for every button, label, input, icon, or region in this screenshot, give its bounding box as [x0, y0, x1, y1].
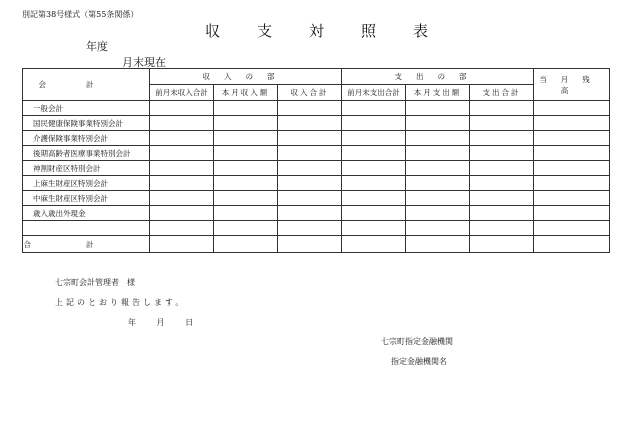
amount-cell[interactable] [278, 116, 342, 131]
report-statement: 上記のとおり報告します。 [55, 298, 187, 307]
addressee: 七宗町会計管理者 様 [55, 278, 135, 287]
row-label [23, 221, 150, 236]
balance-table [22, 68, 610, 253]
amount-cell[interactable] [342, 236, 406, 253]
amount-cell[interactable] [278, 236, 342, 253]
amount-cell[interactable] [406, 191, 470, 206]
amount-cell[interactable] [342, 116, 406, 131]
amount-cell[interactable] [278, 146, 342, 161]
amount-cell[interactable] [406, 146, 470, 161]
amount-cell[interactable] [470, 101, 534, 116]
amount-cell[interactable] [534, 191, 610, 206]
balance-column-header: 当月残高 [534, 69, 610, 101]
row-label: 介護保険事業特別会計 [23, 131, 150, 146]
amount-cell[interactable] [150, 191, 214, 206]
table-row [23, 146, 610, 161]
amount-cell[interactable] [278, 221, 342, 236]
table-row [23, 176, 610, 191]
amount-cell[interactable] [150, 116, 214, 131]
amount-cell[interactable] [342, 146, 406, 161]
expense-this-month-header: 本月支出額 [406, 85, 470, 101]
amount-cell[interactable] [150, 206, 214, 221]
designated-bank: 七宗町指定金融機関 [381, 337, 453, 346]
amount-cell[interactable] [342, 206, 406, 221]
amount-cell[interactable] [470, 161, 534, 176]
amount-cell[interactable] [534, 146, 610, 161]
amount-cell[interactable] [214, 176, 278, 191]
amount-cell[interactable] [406, 116, 470, 131]
amount-cell[interactable] [406, 206, 470, 221]
expense-prev-total-header: 前月末支出合計 [342, 85, 406, 101]
amount-cell[interactable] [278, 206, 342, 221]
amount-cell[interactable] [278, 131, 342, 146]
date-year-label: 年 [128, 318, 136, 327]
amount-cell[interactable] [406, 161, 470, 176]
amount-cell[interactable] [470, 206, 534, 221]
amount-cell[interactable] [406, 221, 470, 236]
amount-cell[interactable] [342, 131, 406, 146]
amount-cell[interactable] [406, 236, 470, 253]
row-label: 上麻生財産区特別会計 [23, 176, 150, 191]
amount-cell[interactable] [150, 161, 214, 176]
amount-cell[interactable] [214, 101, 278, 116]
amount-cell[interactable] [470, 131, 534, 146]
row-label: 神割財産区特別会計 [23, 161, 150, 176]
fiscal-year-label: 年度 [86, 40, 108, 53]
total-label: 合計 [23, 236, 150, 253]
account-column-header: 会計 [23, 69, 150, 101]
amount-cell[interactable] [342, 221, 406, 236]
amount-cell[interactable] [534, 101, 610, 116]
row-label: 国民健康保険事業特別会計 [23, 116, 150, 131]
amount-cell[interactable] [470, 236, 534, 253]
amount-cell[interactable] [214, 161, 278, 176]
designated-bank-name: 指定金融機関名 [391, 357, 447, 366]
amount-cell[interactable] [278, 191, 342, 206]
row-label: 歳入歳出外現金 [23, 206, 150, 221]
amount-cell[interactable] [278, 161, 342, 176]
table-row [23, 221, 610, 236]
amount-cell[interactable] [150, 101, 214, 116]
amount-cell[interactable] [342, 161, 406, 176]
page-title: 収支対照表 [205, 22, 466, 40]
amount-cell[interactable] [214, 236, 278, 253]
table-row [23, 131, 610, 146]
income-this-month-header: 本月収入額 [214, 85, 278, 101]
row-label: 一般会計 [23, 101, 150, 116]
row-label: 後期高齢者医療事業特別会計 [23, 146, 150, 161]
income-prev-total-header: 前月末収入合計 [150, 85, 214, 101]
total-row [23, 236, 610, 253]
amount-cell[interactable] [534, 236, 610, 253]
amount-cell[interactable] [278, 101, 342, 116]
table-row [23, 101, 610, 116]
amount-cell[interactable] [214, 131, 278, 146]
amount-cell[interactable] [406, 101, 470, 116]
amount-cell[interactable] [470, 191, 534, 206]
amount-cell[interactable] [534, 176, 610, 191]
amount-cell[interactable] [406, 176, 470, 191]
amount-cell[interactable] [342, 101, 406, 116]
report-date [128, 317, 211, 328]
amount-cell[interactable] [534, 161, 610, 176]
income-total-header: 収入合計 [278, 85, 342, 101]
amount-cell[interactable] [342, 191, 406, 206]
amount-cell[interactable] [214, 146, 278, 161]
amount-cell[interactable] [470, 116, 534, 131]
table-row [23, 116, 610, 131]
amount-cell[interactable] [214, 116, 278, 131]
amount-cell[interactable] [150, 131, 214, 146]
amount-cell[interactable] [534, 131, 610, 146]
amount-cell[interactable] [470, 146, 534, 161]
table-row [23, 206, 610, 221]
amount-cell[interactable] [150, 221, 214, 236]
expense-section-header: 支出の部 [342, 69, 534, 85]
row-label: 中麻生財産区特別会計 [23, 191, 150, 206]
amount-cell[interactable] [278, 176, 342, 191]
amount-cell[interactable] [534, 116, 610, 131]
amount-cell[interactable] [214, 221, 278, 236]
amount-cell[interactable] [150, 146, 214, 161]
amount-cell[interactable] [342, 176, 406, 191]
amount-cell[interactable] [150, 236, 214, 253]
amount-cell[interactable] [214, 206, 278, 221]
amount-cell[interactable] [406, 131, 470, 146]
table-row [23, 161, 610, 176]
table-row [23, 191, 610, 206]
amount-cell[interactable] [534, 221, 610, 236]
income-section-header: 収入の部 [150, 69, 342, 85]
expense-total-header: 支出合計 [470, 85, 534, 101]
amount-cell[interactable] [150, 176, 214, 191]
amount-cell[interactable] [470, 176, 534, 191]
date-month-label: 月 [156, 318, 165, 327]
form-number: 別記第38号様式（第55条関係） [22, 10, 139, 19]
as-of-month-label: 月末現在 [122, 56, 166, 69]
amount-cell[interactable] [470, 221, 534, 236]
date-day-label: 日 [185, 318, 194, 327]
amount-cell[interactable] [214, 191, 278, 206]
amount-cell[interactable] [534, 206, 610, 221]
